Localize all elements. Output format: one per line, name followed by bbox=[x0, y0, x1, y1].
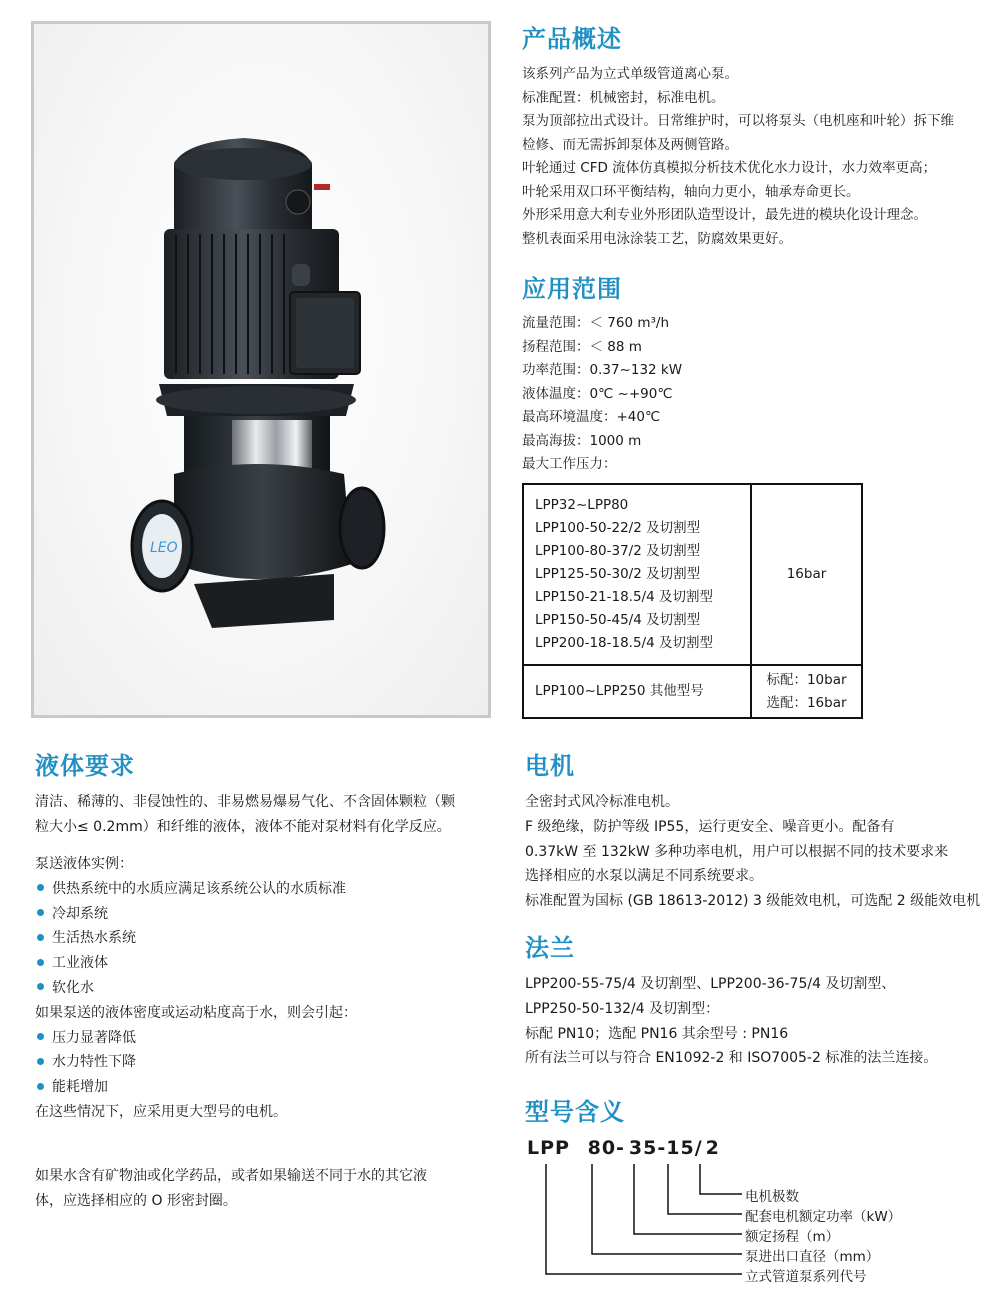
model-line: LPP125-50-30/2 及切割型 bbox=[535, 566, 701, 582]
overview-text bbox=[522, 63, 954, 251]
connector-poles bbox=[700, 1164, 742, 1194]
model-code-head: 35- bbox=[628, 1137, 667, 1159]
connector-head bbox=[634, 1164, 742, 1234]
overview-line: 检修、而无需拆卸泵体及两侧管路。 bbox=[522, 136, 738, 153]
liquid-title: 液体要求 bbox=[35, 752, 135, 780]
table-cell-pressure: 16bar bbox=[751, 484, 862, 665]
flange-line: LPP200-55-75/4 及切割型、LPP200-36-75/4 及切割型、 bbox=[525, 976, 896, 992]
application-title: 应用范围 bbox=[522, 275, 622, 303]
table-row bbox=[523, 665, 862, 718]
application-line: 扬程范围：＜ 88 m bbox=[522, 338, 642, 355]
flange-line: 标配 PN10；选配 PN16 其余型号 : PN16 bbox=[525, 1025, 789, 1042]
motor-line: 选择相应的水泵以满足不同系统要求。 bbox=[525, 868, 763, 885]
liquid-intro-line: 粒大小≤ 0.2mm）和纤维的液体，液体不能对泵材料有化学反应。 bbox=[35, 818, 451, 835]
list-item: 水力特性下降 bbox=[35, 1050, 357, 1075]
application-line: 液体温度：0℃ ~+90℃ bbox=[522, 385, 673, 402]
motor-title: 电机 bbox=[525, 752, 575, 780]
connector-power bbox=[668, 1164, 742, 1214]
application-line: 最高海拔：1000 m bbox=[522, 432, 642, 449]
model-code-diameter: 80- bbox=[587, 1137, 625, 1159]
application-text bbox=[522, 312, 682, 477]
list-item: 软化水 bbox=[35, 976, 357, 1001]
model-line: LPP150-21-18.5/4 及切割型 bbox=[535, 589, 713, 605]
liquid-conclusion: 在这些情况下，应采用更大型号的电机。 bbox=[35, 1103, 287, 1120]
list-item: 生活热水系统 bbox=[35, 926, 357, 951]
table-row bbox=[523, 484, 862, 665]
application-line: 最高环境温度：+40℃ bbox=[522, 409, 661, 425]
model-line: LPP32~LPP80 bbox=[535, 497, 629, 513]
connector-series bbox=[546, 1164, 742, 1274]
liquid-note bbox=[35, 1164, 427, 1214]
application-line: 功率范围：0.37~132 kW bbox=[522, 362, 683, 378]
overview-line: 整机表面采用电泳涂装工艺，防腐效果更好。 bbox=[522, 230, 792, 247]
model-code-power: 15/ bbox=[666, 1137, 703, 1159]
motor-line: 0.37kW 至 132kW 多种功率电机，用户可以根据不同的技术要求来 bbox=[525, 843, 949, 860]
model-code-series: LPP bbox=[527, 1137, 570, 1159]
connector-diameter bbox=[592, 1164, 742, 1254]
liquid-note-line: 如果水含有矿物油或化学药品，或者如果输送不同于水的其它液 bbox=[35, 1168, 427, 1184]
liquid-intro-line: 清洁、稀薄的、非侵蚀性的、非易燃易爆易气化、不含固体颗粒（颗 bbox=[35, 794, 455, 810]
overview-line: 外形采用意大利专业外形团队造型设计，最先进的模块化设计理念。 bbox=[522, 207, 927, 223]
overview-title: 产品概述 bbox=[522, 25, 622, 53]
pump-illustration bbox=[34, 24, 488, 715]
table-cell-models bbox=[523, 484, 751, 665]
flange-line: 所有法兰可以与符合 EN1092-2 和 ISO7005-2 标准的法兰连接。 bbox=[525, 1050, 938, 1067]
flange-text bbox=[525, 972, 937, 1071]
model-label-diameter: 泵进出口直径（mm） bbox=[745, 1249, 880, 1265]
pressure-option: 标配：10bar bbox=[766, 671, 847, 688]
effects-label: 如果泵送的液体密度或运动粘度高于水，则会引起： bbox=[35, 1004, 357, 1021]
brand-logo: LEO bbox=[150, 540, 178, 556]
model-label-power: 配套电机额定功率（kW） bbox=[745, 1209, 902, 1225]
model-label-poles: 电机极数 bbox=[745, 1189, 799, 1205]
flange-line: LPP250-50-132/4 及切割型： bbox=[525, 1000, 720, 1017]
list-item: 工业液体 bbox=[35, 951, 357, 976]
motor-line: 标准配置为国标 (GB 18613-2012) 3 级能效电机，可选配 2 级能效电机 bbox=[525, 893, 981, 910]
liquid-note-line: 体，应选择相应的 O 形密封圈。 bbox=[35, 1192, 237, 1209]
pressure-table bbox=[522, 483, 863, 719]
model-label-head: 额定扬程（m） bbox=[745, 1229, 840, 1245]
application-line: 流量范围：＜ 760 m³/h bbox=[522, 315, 670, 331]
list-item: 供热系统中的水质应满足该系统公认的水质标准 bbox=[35, 877, 357, 902]
model-meaning-title: 型号含义 bbox=[525, 1098, 625, 1126]
overview-line: 标准配置：机械密封，标准电机。 bbox=[522, 89, 725, 106]
model-line: LPP200-18-18.5/4 及切割型 bbox=[535, 635, 713, 651]
examples-label: 泵送液体实例： bbox=[35, 856, 133, 872]
motor-text bbox=[525, 790, 980, 914]
motor-line: F 级绝缘，防护等级 IP55，运行更安全、噪音更小。配备有 bbox=[525, 818, 895, 835]
overview-line: 叶轮通过 CFD 流体仿真模拟分析技术优化水力设计，水力效率更高； bbox=[522, 160, 937, 176]
list-item: 能耗增加 bbox=[35, 1075, 357, 1100]
liquid-intro bbox=[35, 790, 455, 840]
model-line: LPP150-50-45/4 及切割型 bbox=[535, 612, 701, 628]
pressure-option: 选配：16bar bbox=[766, 694, 847, 711]
model-line: LPP100-50-22/2 及切割型 bbox=[535, 520, 701, 536]
application-line: 最大工作压力： bbox=[522, 456, 617, 472]
overview-line: 叶轮采用双口环平衡结构，轴向力更小，轴承寿命更长。 bbox=[522, 183, 860, 200]
list-item: 压力显著降低 bbox=[35, 1026, 357, 1051]
table-cell-pressure bbox=[751, 665, 862, 718]
motor-line: 全密封式风冷标准电机。 bbox=[525, 794, 679, 810]
table-cell-models: LPP100~LPP250 其他型号 bbox=[523, 665, 751, 718]
overview-line: 该系列产品为立式单级管道离心泵。 bbox=[522, 66, 738, 82]
model-code bbox=[527, 1137, 720, 1159]
flange-title: 法兰 bbox=[525, 934, 575, 962]
model-label-series: 立式管道泵系列代号 bbox=[745, 1269, 867, 1285]
model-code-diagram bbox=[520, 1160, 760, 1285]
model-line: LPP100-80-37/2 及切割型 bbox=[535, 543, 701, 559]
model-code-poles: 2 bbox=[705, 1137, 720, 1159]
overview-line: 泵为顶部拉出式设计。日常维护时，可以将泵头（电机座和叶轮）拆下维 bbox=[522, 113, 954, 129]
product-photo bbox=[31, 21, 491, 718]
list-item: 冷却系统 bbox=[35, 902, 357, 927]
liquid-examples bbox=[35, 852, 357, 1125]
